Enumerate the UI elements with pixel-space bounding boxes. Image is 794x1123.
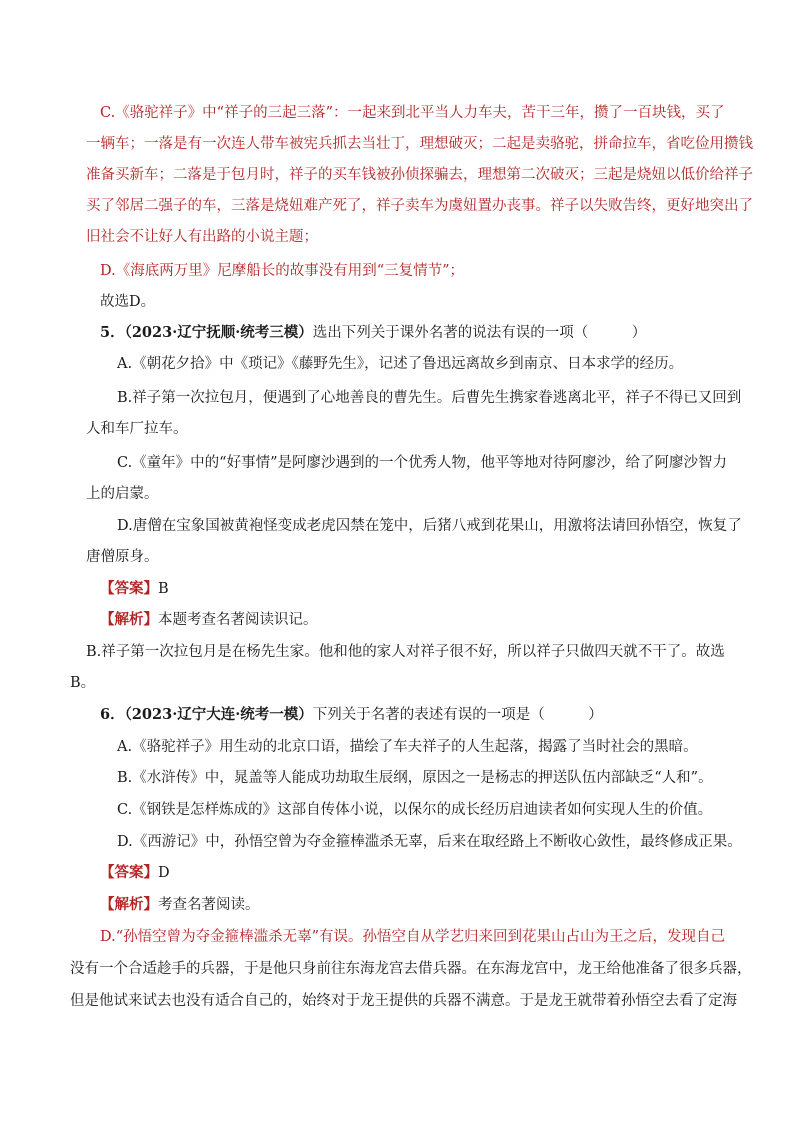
q5-analysis [100,610,318,630]
analysis-text: 考查名著阅读。 [158,897,260,913]
answer-value: D [158,865,170,881]
analysis-tag: 【解析】 [100,611,158,628]
option-c-line-3: 准备买新车；二落是于包月时，祥子的买车钱被孙侦探骗去，理想第二次破灭；三起是烧妞以低价给祥子 [86,167,753,183]
option-d-explanation: D.《海底两万里》尼摩船长的故事没有用到“三复情节”； [100,263,465,279]
analysis-text: 本题考查名著阅读识记。 [158,612,318,628]
q5-option-b-line-2: 人和车厂拉车。 [86,421,188,437]
q6-option-b: B.《水浒传》中，晁盖等人能成功劫取生辰纲，原因之一是杨志的押送队伍内部缺乏“人和”。 [117,770,713,786]
question-source: （2023·辽宁抚顺·统考三模） [124,324,313,341]
question-5-heading [100,323,646,343]
q5-explanation-line-1: B.祥子第一次拉包月是在杨先生家。他和他的家人对祥子很不好，所以祥子只做四天就不干了。故选 [86,644,725,660]
q5-option-a: A.《朝花夕拾》中《琐记》《藤野先生》，记述了鲁迅远离故乡到南京、日本求学的经历。 [117,356,684,372]
conclusion-text: 故选D。 [100,294,156,310]
analysis-tag: 【解析】 [100,896,158,913]
q6-option-c: C.《钢铁是怎样炼成的》这部自传体小说，以保尔的成长经历启迪读者如何实现人生的价值。 [117,802,713,818]
q5-option-c-line-1: C.《童年》中的“好事情”是阿廖沙遇到的一个优秀人物，他平等地对待阿廖沙，给了阿廖沙智力 [117,455,728,471]
answer-value: B [158,581,169,597]
question-stem: 选出下列关于课外名著的说法有误的一项（ ） [312,325,647,341]
q5-explanation-line-2: B。 [70,675,96,691]
option-c-line-4: 买了邻居二强子的车，三落是烧妞难产死了，祥子卖车为虞妞置办丧事。祥子以失败告终，更好地突出了 [86,198,753,214]
question-number: 6． [100,706,125,723]
q6-option-d: D.《西游记》中，孙悟空曾为夺金箍棒滥杀无辜，后来在取经路上不断收心敛性，最终修成正果。 [117,834,742,850]
q5-option-d-line-2: 唐僧原身。 [86,549,159,565]
question-source: （2023·辽宁大连·统考一模） [124,706,313,723]
q5-option-b-line-1: B.祥子第一次拉包月，便遇到了心地善良的曹先生。后曹先生携家眷逃离北平，祥子不得已又回到 [117,390,742,406]
q6-explanation-line-3: 但是他试来试去也没有适合自己的，始终对于龙王提供的兵器不满意。于是龙王就带着孙悟空去看了定海 [70,993,737,1009]
q6-analysis [100,895,260,915]
option-c-line-2: 一辆车；一落是有一次连人带车被宪兵抓去当壮丁，理想破灭；二起是卖骆驼，拼命拉车，省吃俭用攒钱 [86,136,753,152]
q5-option-c-line-2: 上的启蒙。 [86,486,159,502]
q6-option-a: A.《骆驼祥子》用生动的北京口语，描绘了车夫祥子的人生起落，揭露了当时社会的黑暗。 [117,739,698,755]
option-c-line-1: C.《骆驼祥子》中“祥子的三起三落”：一起来到北平当人力车夫，苦干三年，攒了一百块钱，买了 [100,105,725,121]
q6-explanation-line-1: D.“孙悟空曾为夺金箍棒滥杀无辜”有误。孙悟空自从学艺归来回到花果山占山为王之后，发现自己 [100,929,726,945]
q5-option-d-line-1: D.唐僧在宝象国被黄袍怪变成老虎囚禁在笼中，后猪八戒到花果山，用激将法请回孙悟空，恢复了 [117,518,742,534]
answer-tag: 【答案】 [100,864,158,881]
answer-tag: 【答案】 [100,580,158,597]
q5-answer [100,579,169,599]
question-stem: 下列关于名著的表述有误的一项是（ ） [312,707,603,723]
question-6-heading [100,705,603,725]
question-number: 5． [100,324,125,341]
q6-answer [100,863,170,883]
q6-explanation-line-2: 没有一个合适趁手的兵器，于是他只身前往东海龙宫去借兵器。在东海龙宫中，龙王给他准备了很多兵器， [70,961,752,977]
option-c-line-5: 旧社会不让好人有出路的小说主题； [86,229,318,245]
